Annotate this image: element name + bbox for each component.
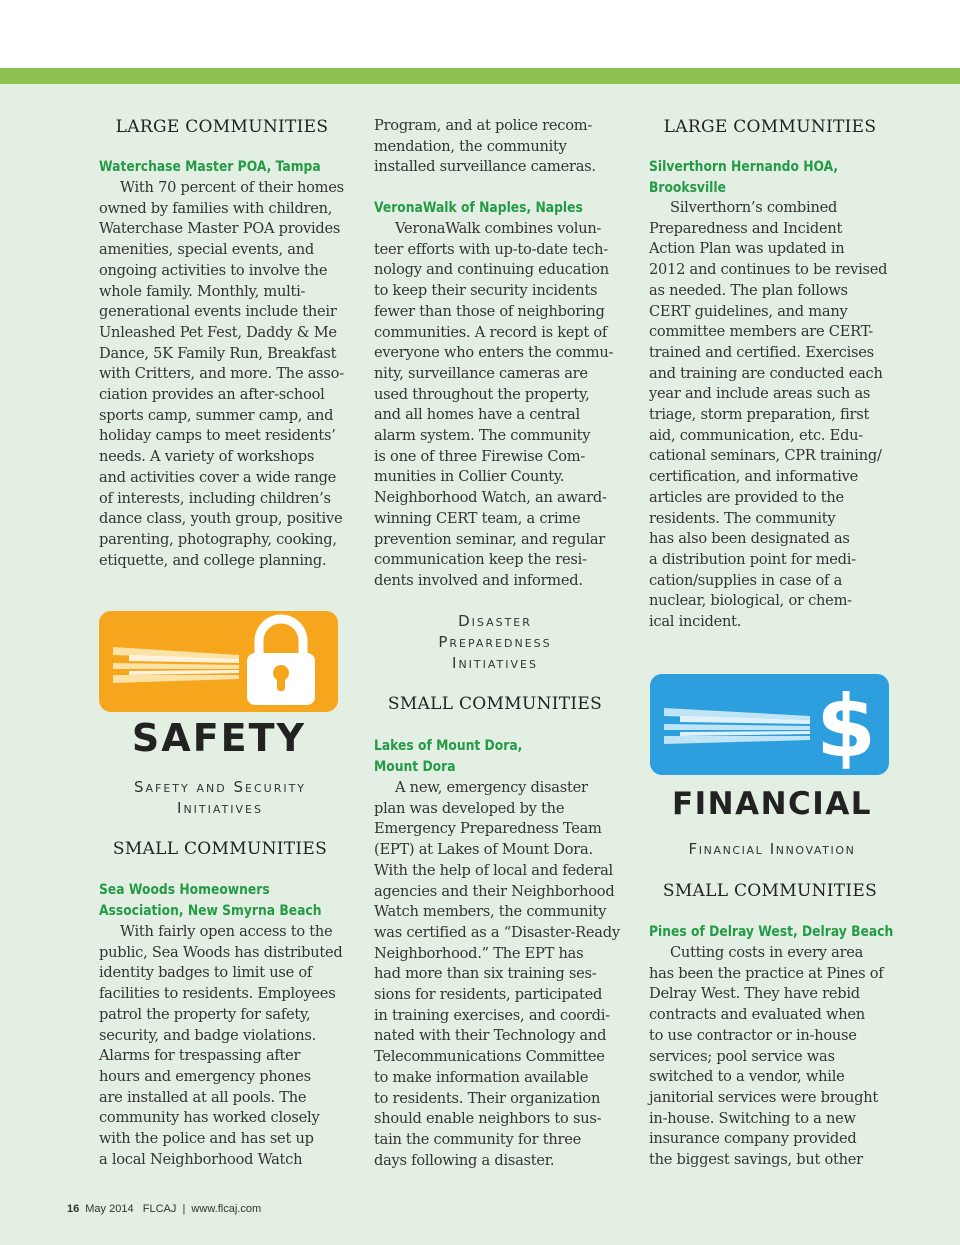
- body-line: VeronaWalk combines volun-: [395, 220, 602, 237]
- body-line: cation/supplies in case of a: [649, 571, 843, 589]
- body-line: A new, emergency disaster: [395, 779, 588, 796]
- large-communities-header: LARGE COMMUNITIES: [115, 117, 329, 137]
- article-title-line: Brooksville: [649, 180, 726, 196]
- body-line: nity, surveillance cameras are: [374, 364, 588, 382]
- body-line: Neighborhood Watch, an award-: [374, 489, 607, 507]
- body-line: winning CERT team, a crime: [374, 509, 581, 527]
- body-line: public, Sea Woods has distributed: [99, 943, 343, 961]
- article-title-line: Silverthorn Hernando HOA,: [649, 159, 839, 175]
- body-line: teer efforts with up-to-date tech-: [374, 240, 608, 258]
- body-line: Emergency Preparedness Team: [374, 820, 602, 838]
- body-line: to make information available: [374, 1068, 589, 1086]
- body-line: with Critters, and more. The asso-: [99, 365, 344, 383]
- body-line: fewer than those of neighboring: [374, 302, 605, 320]
- article-body-veronawalk: [374, 219, 613, 592]
- body-line: patrol the property for safety,: [99, 1005, 311, 1023]
- body-line: owned by families with children,: [99, 199, 333, 217]
- body-line: are installed at all pools. The: [99, 1088, 307, 1106]
- body-line: Watch members, the community: [374, 903, 607, 921]
- body-line: etiquette, and college planning.: [99, 551, 327, 569]
- article-title-veronawalk: [374, 198, 611, 219]
- article-body-sea-woods: [99, 922, 342, 1170]
- safety-word: SAFETY: [131, 716, 307, 760]
- body-line: a distribution point for medi-: [649, 550, 856, 568]
- body-line: amenities, special events, and: [99, 241, 314, 259]
- body-line: Telecommunications Committee: [374, 1048, 605, 1066]
- body-line: 2012 and continues to be revised: [649, 261, 888, 279]
- article-body-waterchase: [99, 178, 344, 571]
- body-line: generational events include their: [99, 303, 337, 321]
- green-header-bar: [0, 68, 960, 84]
- body-line: Action Plan was updated in: [649, 240, 845, 258]
- disaster-preparedness-section-title: [374, 611, 616, 674]
- body-line: sions for residents, participated: [374, 986, 603, 1004]
- body-line: Preparedness and Incident: [649, 219, 843, 237]
- section-line: Preparedness: [438, 633, 552, 651]
- body-line: cational seminars, CPR training/: [649, 447, 882, 465]
- subtitle-line: Financial Innovation: [688, 840, 856, 858]
- article-title-pines-of-delray-west: [649, 922, 927, 943]
- body-line: identity badges to limit use of: [99, 964, 313, 982]
- financial-word: FINANCIAL: [671, 786, 873, 822]
- section-line: Initiatives: [452, 654, 538, 672]
- body-line: Dance, 5K Family Run, Breakfast: [99, 344, 337, 362]
- article-title-line: Lakes of Mount Dora,: [374, 738, 523, 754]
- body-line: Neighborhood.” The EPT has: [374, 944, 584, 962]
- body-line: in training exercises, and coordi-: [374, 1006, 610, 1024]
- large-communities-header: LARGE COMMUNITIES: [663, 117, 877, 137]
- body-line: should enable neighbors to sus-: [374, 1110, 602, 1128]
- small-communities-header: SMALL COMMUNITIES: [387, 694, 603, 714]
- article-body-pines-of-delray-west: [649, 943, 883, 1171]
- article-title-line: Mount Dora: [374, 759, 456, 775]
- article-title-line: VeronaWalk of Naples, Naples: [374, 200, 583, 216]
- body-line: With fairly open access to the: [120, 923, 333, 940]
- body-line: and activities cover a wide range: [99, 468, 337, 486]
- body-line: trained and certified. Exercises: [649, 343, 874, 361]
- body-line: Program, and at police recom-: [374, 117, 593, 134]
- body-line: dance class, youth group, positive: [99, 510, 343, 528]
- body-line: prevention seminar, and regular: [374, 530, 606, 548]
- body-line: of interests, including children’s: [99, 489, 331, 507]
- body-line: to residents. Their organization: [374, 1089, 601, 1107]
- body-line: With 70 percent of their homes: [120, 179, 344, 196]
- body-line: agencies and their Neighborhood: [374, 882, 615, 900]
- body-line: services; pool service was: [649, 1047, 835, 1065]
- body-line: aid, communication, etc. Edu-: [649, 426, 863, 444]
- body-line: facilities to residents. Employees: [99, 985, 336, 1003]
- body-line: in-house. Switching to a new: [649, 1109, 856, 1127]
- body-line: parenting, photography, cooking,: [99, 530, 337, 548]
- svg-text:$: $: [816, 677, 876, 775]
- article-title-line: Association, New Smyrna Beach: [99, 903, 322, 919]
- safety-subtitle: [99, 777, 341, 819]
- body-line: ciation provides an after-school: [99, 386, 325, 404]
- body-line: hours and emergency phones: [99, 1067, 311, 1085]
- body-line: holiday camps to meet residents’: [99, 427, 336, 445]
- safety-padlock-icon: [99, 611, 338, 712]
- body-line: tain the community for three: [374, 1130, 581, 1148]
- body-line: committee members are CERT-: [649, 323, 873, 341]
- body-line: Cutting costs in every area: [670, 944, 864, 961]
- body-line: CERT guidelines, and many: [649, 302, 848, 320]
- body-line: alarm system. The community: [374, 427, 591, 445]
- body-line: mendation, the community: [374, 137, 567, 155]
- body-line: sports camp, summer camp, and: [99, 406, 334, 424]
- body-line: nated with their Technology and: [374, 1027, 607, 1045]
- section-line: Disaster: [458, 612, 532, 630]
- body-line: communication keep the resi-: [374, 551, 587, 569]
- body-line: residents. The community: [649, 509, 836, 527]
- body-line: articles are provided to the: [649, 488, 844, 506]
- body-line: the biggest savings, but other: [649, 1151, 863, 1169]
- body-line: has been the practice at Pines of: [649, 964, 884, 982]
- article-title-silverthorn: [649, 157, 864, 199]
- body-line: days following a disaster.: [374, 1151, 555, 1169]
- body-line: insurance company provided: [649, 1130, 857, 1148]
- article-body-silverthorn: [649, 198, 887, 633]
- financial-subtitle: [649, 839, 895, 860]
- body-line: had more than six training ses-: [374, 965, 597, 983]
- page-number: 16: [67, 1203, 80, 1215]
- article-title-sea-woods: [99, 880, 352, 922]
- body-line: contracts and evaluated when: [649, 1006, 865, 1024]
- body-line: ical incident.: [649, 613, 742, 631]
- body-line: switched to a vendor, while: [649, 1068, 845, 1086]
- body-line: Silverthorn’s combined: [670, 199, 838, 216]
- body-line: year and include areas such as: [649, 385, 871, 403]
- body-line: to use contractor or in-house: [649, 1026, 857, 1044]
- body-line: (EPT) at Lakes of Mount Dora.: [374, 841, 593, 859]
- body-line: munities in Collier County.: [374, 468, 565, 486]
- body-line: ongoing activities to involve the: [99, 261, 328, 279]
- article-title-line: Pines of Delray West, Delray Beach: [649, 924, 894, 940]
- body-line: and training are conducted each: [649, 364, 883, 382]
- footer-text: May 2014 FLCAJ | www.flcaj.com: [85, 1203, 262, 1215]
- body-line: needs. A variety of workshops: [99, 448, 315, 466]
- body-line: was certified as a “Disaster-Ready: [374, 923, 620, 941]
- body-line: plan was developed by the: [374, 799, 565, 817]
- body-line: certification, and informative: [649, 468, 859, 486]
- body-line: as needed. The plan follows: [649, 281, 848, 299]
- body-line: and all homes have a central: [374, 406, 580, 424]
- body-line: dents involved and informed.: [374, 571, 583, 589]
- page-footer: [67, 1203, 261, 1215]
- body-line: Alarms for trespassing after: [99, 1047, 301, 1065]
- body-line: triage, storm preparation, first: [649, 406, 870, 424]
- body-line: installed surveillance cameras.: [374, 158, 596, 176]
- body-line: janitorial services were brought: [649, 1088, 879, 1106]
- body-line: With the help of local and federal: [374, 861, 613, 879]
- body-line: community has worked closely: [99, 1109, 320, 1127]
- body-line: whole family. Monthly, multi-: [99, 282, 306, 300]
- body-line: is one of three Firewise Com-: [374, 447, 586, 465]
- body-line: nuclear, biological, or chem-: [649, 592, 852, 610]
- continued-text: [374, 116, 596, 178]
- article-title-waterchase: [99, 157, 351, 178]
- financial-dollar-sign-icon: [650, 674, 889, 775]
- subtitle-line: Initiatives: [177, 799, 263, 817]
- article-title-lakes-of-mount-dora: [374, 736, 543, 778]
- top-margin: [0, 0, 960, 68]
- article-title-line: Waterchase Master POA, Tampa: [99, 159, 321, 175]
- body-line: communities. A record is kept of: [374, 323, 608, 341]
- small-communities-header: SMALL COMMUNITIES: [662, 881, 878, 901]
- body-line: nology and continuing education: [374, 261, 609, 279]
- body-line: security, and badge violations.: [99, 1026, 317, 1044]
- body-line: Waterchase Master POA provides: [99, 220, 341, 238]
- subtitle-line: Safety and Security: [133, 778, 307, 796]
- body-line: has also been designated as: [649, 530, 850, 548]
- body-line: to keep their security incidents: [374, 282, 598, 300]
- body-line: Delray West. They have rebid: [649, 985, 860, 1003]
- article-body-lakes-of-mount-dora: [374, 778, 620, 1171]
- content-panel: [0, 84, 960, 1245]
- body-line: a local Neighborhood Watch: [99, 1150, 303, 1168]
- body-line: everyone who enters the commu-: [374, 344, 614, 362]
- small-communities-header: SMALL COMMUNITIES: [112, 839, 328, 859]
- article-title-line: Sea Woods Homeowners: [99, 882, 270, 898]
- body-line: used throughout the property,: [374, 385, 590, 403]
- body-line: with the police and has set up: [99, 1130, 314, 1148]
- body-line: Unleashed Pet Fest, Daddy & Me: [99, 323, 337, 341]
